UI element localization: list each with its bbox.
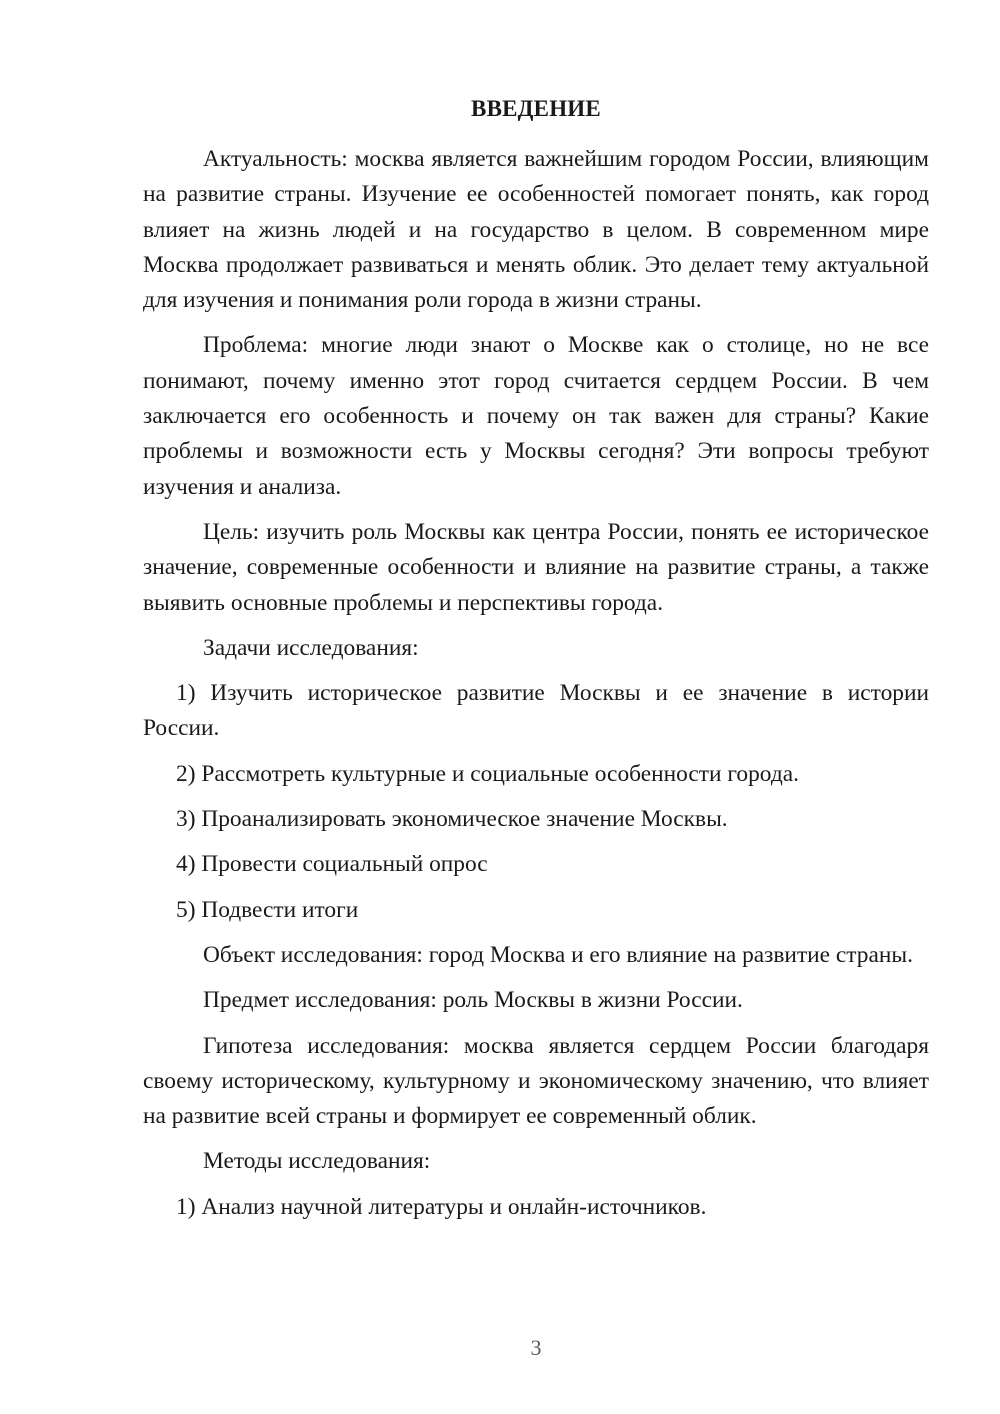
task-item: 3) Проанализировать экономическое значение Москвы. xyxy=(176,806,728,833)
task-item: 2) Рассмотреть культурные и социальные особенности города. xyxy=(176,760,799,787)
document-body xyxy=(143,142,929,1225)
hypothesis-paragraph: Гипотеза исследования: москва является сердцем России благодаря своему историческому, культурному и экономическому значению, что влияет на развитие всей страны и формирует ее современный облик. xyxy=(143,1032,929,1130)
task-item: 5) Подвести итоги xyxy=(176,896,359,923)
goal-paragraph: Цель: изучить роль Москвы как центра России, понять ее историческое значение, современные особенности и влияние на развитие страны, а также выявить основные проблемы и перспективы города. xyxy=(143,518,929,616)
tasks-heading: Задачи исследования: xyxy=(203,634,419,661)
method-item: 1) Анализ научной литературы и онлайн-источников. xyxy=(176,1193,707,1220)
methods-heading: Методы исследования: xyxy=(203,1148,431,1175)
subject-paragraph: Предмет исследования: роль Москвы в жизни России. xyxy=(203,987,743,1014)
task-item: 4) Провести социальный опрос xyxy=(176,851,488,878)
section-heading: ВВЕДЕНИЕ xyxy=(471,96,601,121)
object-paragraph: Объект исследования: город Москва и его влияние на развитие страны. xyxy=(203,941,913,968)
page-number: 3 xyxy=(530,1335,542,1360)
task-item: 1) Изучить историческое развитие Москвы и ее значение в истории России. xyxy=(143,680,929,742)
relevance-paragraph: Актуальность: москва является важнейшим городом России, влияющим на развитие страны. Изучение ее особенностей помогает понять, как город влияет на жизнь людей и на государство в целом. В современном мире Москва продолжает развиваться и менять облик. Это делает тему актуальной для изучения и понимания роли города в жизни страны. xyxy=(143,146,929,314)
problem-paragraph: Проблема: многие люди знают о Москве как о столице, но не все понимают, почему именно этот город считается сердцем России. В чем заключается его особенность и почему он так важен для страны? Какие проблемы и возможности есть у Москвы сегодня? Эти вопросы требуют изучения и анализа. xyxy=(143,332,929,500)
